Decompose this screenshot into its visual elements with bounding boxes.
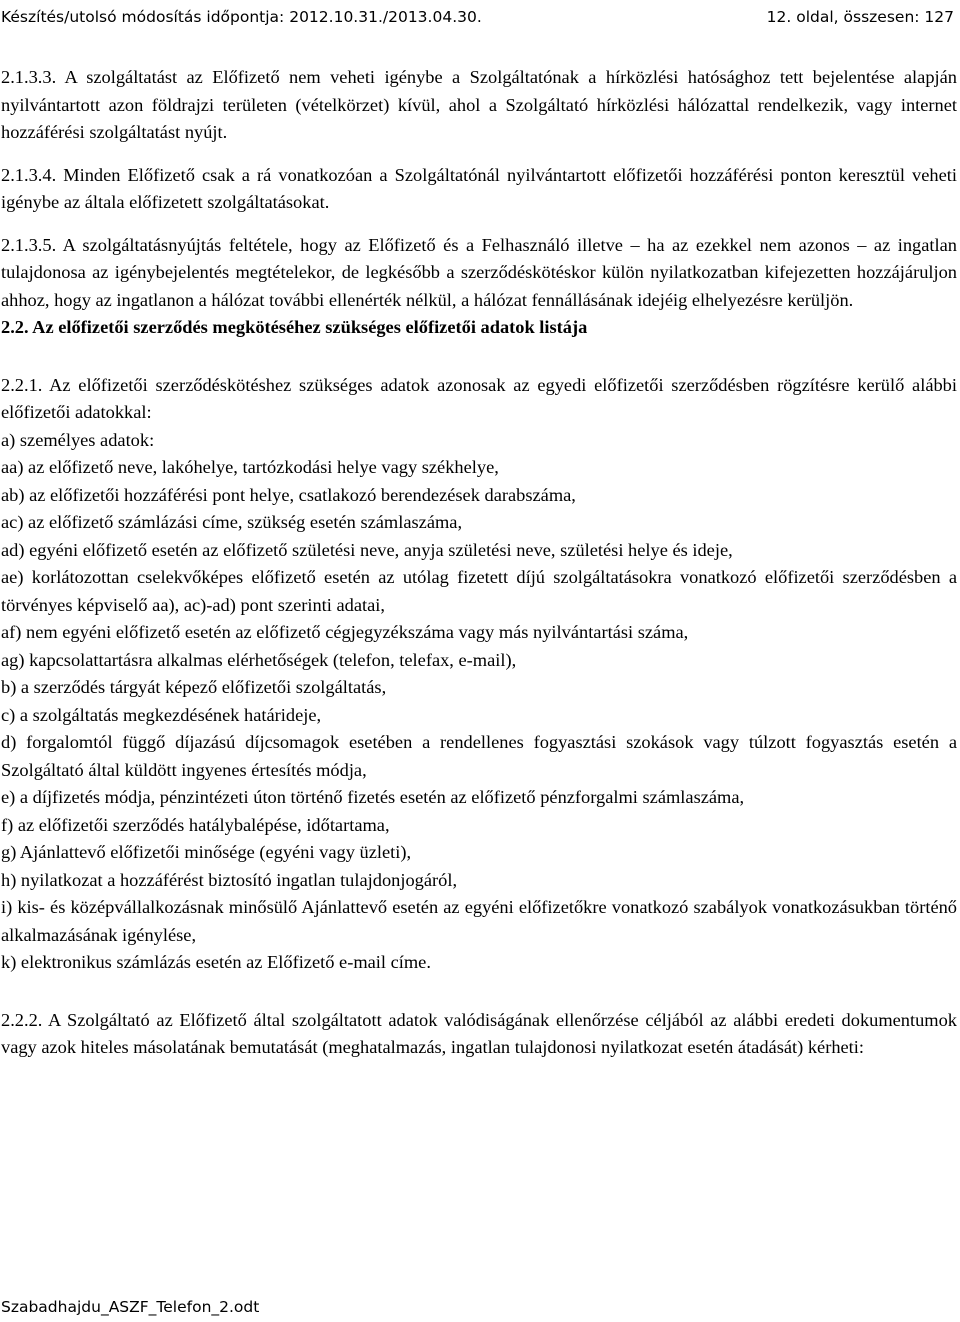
page-header — [0, 0, 960, 30]
list-item: af) nem egyéni előfizető esetén az előfizető cégjegyzékszáma vagy más nyilvántartási száma, — [1, 622, 689, 642]
list-item: e) a díjfizetés módja, pénzintézeti úton történő fizetés esetén az előfizető pénzforgalmi számlaszáma, — [1, 787, 745, 807]
paragraph-2-1-3-5: 2.1.3.5. A szolgáltatásnyújtás feltétele, hogy az Előfizető és a Felhasználó illetve – ha az ezekkel nem azonos – az ingatlan tulajdonosa az igénybejelentés megtételekor, de legkésőbb a szerződéskötéskor külön nyilatkozatban kifejezetten hozzájáruljon ahhoz, hogy az ingatlanon a hálózat további ellenérték nélkül, a hálózat fennállásának idejéig elhelyezésre kerüljön. — [1, 234, 957, 310]
list-item: ab) az előfizetői hozzáférési pont helye, csatlakozó berendezések darabszáma, — [1, 484, 576, 505]
list-item: b) a szerződés tárgyát képező előfizetői szolgáltatás, — [1, 677, 387, 697]
list-item: k) elektronikus számlázás esetén az Előfizető e-mail címe. — [1, 952, 431, 972]
section-heading: 2.2. Az előfizetői szerződés megkötéséhez szükséges előfizetői adatok listája — [1, 317, 588, 337]
list-item: a) személyes adatok: — [1, 429, 155, 450]
header-timestamp: Készítés/utolsó módosítás időpontja: 2012.10.31./2013.04.30. — [1, 8, 482, 26]
list-item: ad) egyéni előfizető esetén az előfizető születési neve, anyja születési neve, születési helye és ideje, — [1, 539, 733, 560]
list-item: ac) az előfizető számlázási címe, szükség esetén számlaszáma, — [1, 512, 463, 532]
paragraph-2-1-3-4: 2.1.3.4. Minden Előfizető csak a rá vonatkozóan a Szolgáltatónál nyilvántartott előfizetői hozzáférési ponton keresztül veheti igénybe az általa előfizetett szolgáltatásokat. — [1, 164, 957, 212]
list-item: h) nyilatkozat a hozzáférést biztosító ingatlan tulajdonjogáról, — [1, 869, 458, 890]
paragraph-2-1-3-3: 2.1.3.3. A szolgáltatást az Előfizető nem veheti igénybe a Szolgáltatónak a hírközlési hatósághoz tett bejelentése alapján nyilvántartott azon földrajzi területen (vételkörzet) kívül, ahol a Szolgáltató hírközlési hálózattal rendelkezik, vagy internet hozzáférési szolgáltatást nyújt. — [1, 67, 957, 142]
page-footer-filename: Szabadhajdu_ASZF_Telefon_2.odt — [1, 1298, 260, 1316]
list-item: i) kis- és középvállalkozásnak minősülő Ajánlattevő esetén az egyéni előfizetőkre vonatkozó szabályok vonatkozásukban történő alkalmazásának igénylése, — [1, 897, 957, 945]
header-page-counter: 12. oldal, összesen: 127 — [766, 8, 954, 26]
paragraph-2-2-1: 2.2.1. Az előfizetői szerződéskötéshez szükséges adatok azonosak az egyedi előfizetői szerződésben rögzítésre kerülő alábbi előfizetői adatokkal: — [1, 374, 957, 422]
list-item: ag) kapcsolattartásra alkalmas elérhetőségek (telefon, telefax, e-mail), — [1, 649, 517, 670]
subscriber-data-list — [1, 427, 957, 977]
document-body — [1, 64, 957, 1062]
paragraph-2-2-2: 2.2.2. A Szolgáltató az Előfizető által szolgáltatott adatok valódiságának ellenőrzése céljából az alábbi eredeti dokumentumok vagy azok hiteles másolatának bemutatását (meghatalmazás, ingatlan tulajdonosi nyilatkozat esetén átadását) kérheti: — [1, 1009, 957, 1057]
list-item: g) Ajánlattevő előfizetői minősége (egyéni vagy üzleti), — [1, 842, 412, 862]
list-item: ae) korlátozottan cselekvőképes előfizető esetén az utólag fizetett díjú szolgáltatásokra vonatkozó előfizetői szerződésben a törvényes képviselő aa), ac)-ad) pont szerinti adatai, — [1, 567, 957, 615]
list-item: f) az előfizetői szerződés hatálybalépése, időtartama, — [1, 814, 390, 835]
list-item: aa) az előfizető neve, lakóhelye, tartózkodási helye vagy székhelye, — [1, 457, 499, 477]
list-item: d) forgalomtól függő díjazású díjcsomagok esetében a rendellenes fogyasztási szokások vagy túlzott fogyasztás esetén a Szolgáltató által küldött ingyenes értesítés módja, — [1, 732, 957, 780]
list-item: c) a szolgáltatás megkezdésének határideje, — [1, 704, 322, 725]
